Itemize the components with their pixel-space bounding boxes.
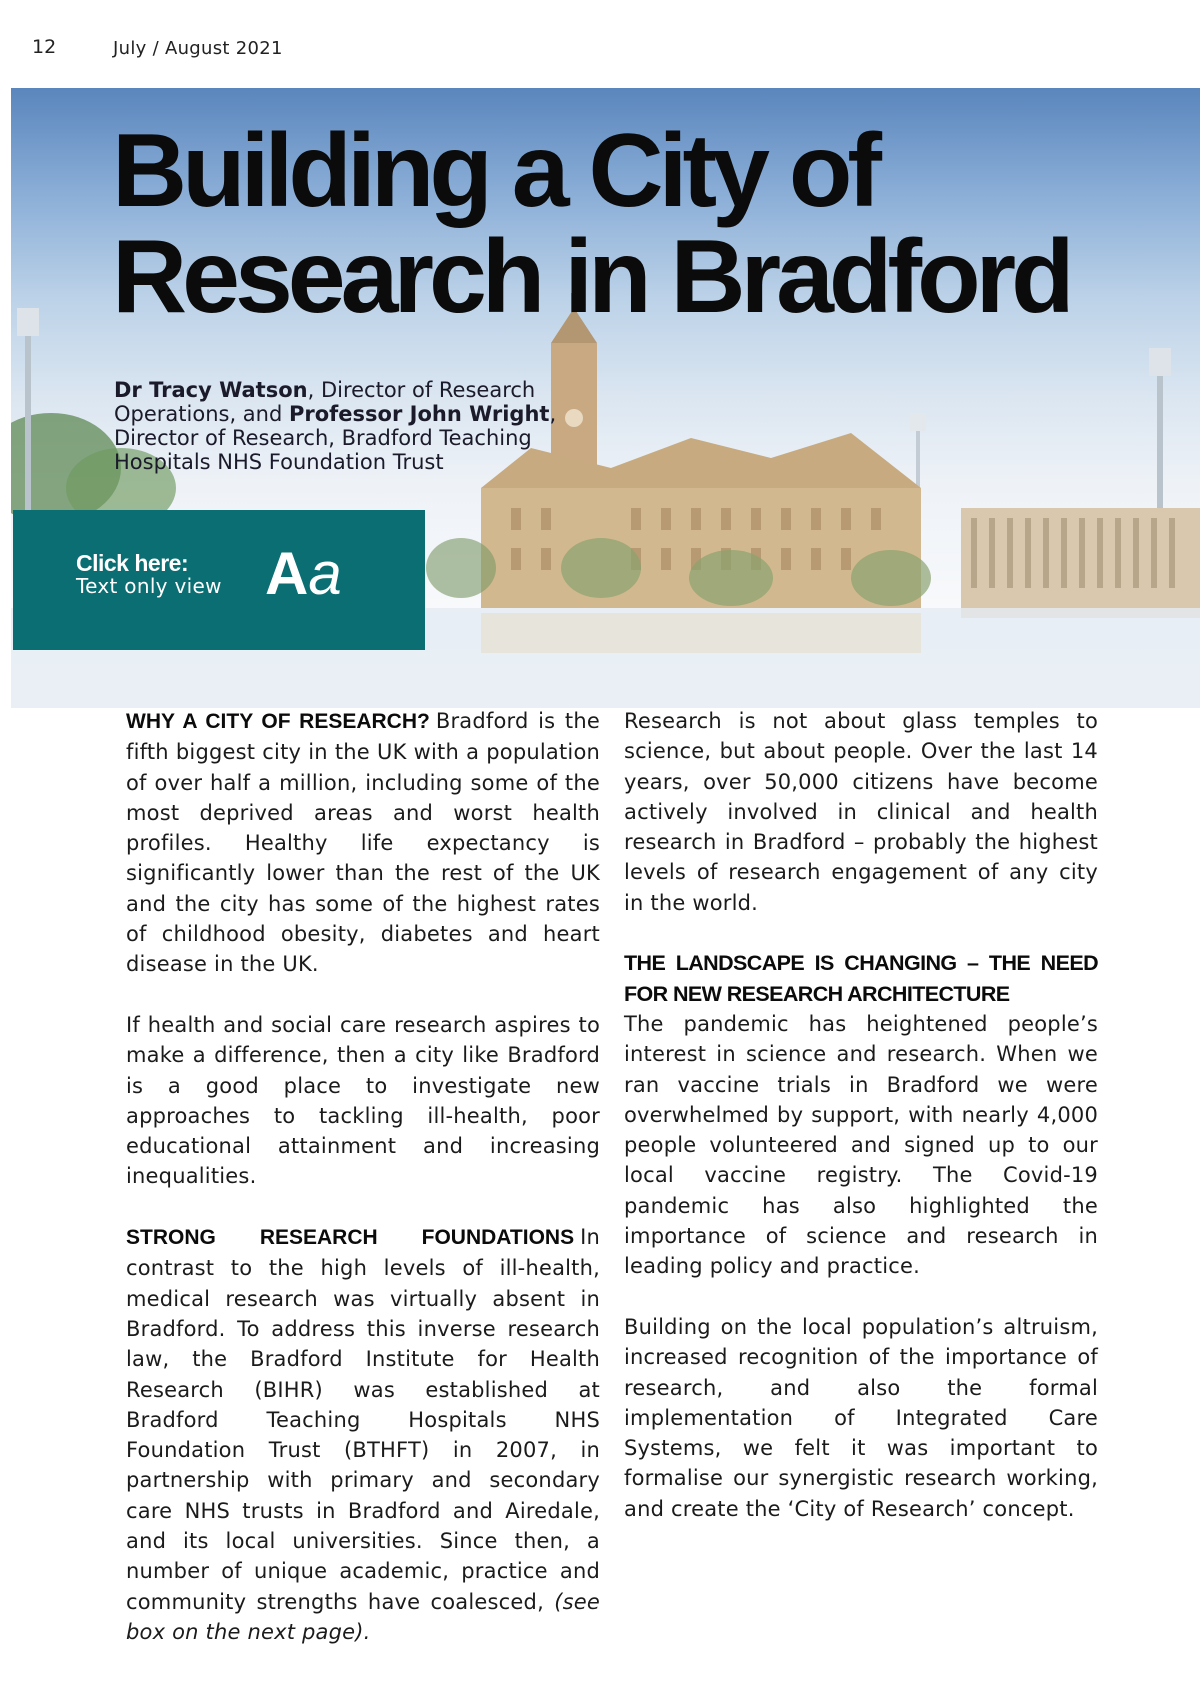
issue-date: July / August 2021 xyxy=(113,38,283,59)
section-heading: STRONG RESEARCH FOUNDATIONS xyxy=(126,1226,575,1250)
paragraph: If health and social care research aspires to make a difference, then a city like Bradford is a good place to investigate new approaches to tackling ill-health, poor educational attainment and increasing inequalities. xyxy=(126,1012,600,1189)
paragraph: STRONG RESEARCH FOUNDATIONS In contrast to the high levels of ill-health, medical research was virtually absent in Bradford. To address this inverse research law, the Bradford Institute for Health Research (BIHR) was established at Bradford Teaching Hospitals NHS Foundation Trust (BTHFT) in 2007, in partnership with primary and secondary care NHS trusts in Bradford and Airedale, and its local universities. Since then, a number of unique academic, practice and community strengths have coalesced, (see box on the next page). xyxy=(126,1225,600,1644)
see-box-note: (see box on the next page). xyxy=(126,1589,600,1644)
page-number: 12 xyxy=(32,36,57,58)
title-line-1: Building a City of xyxy=(112,113,878,229)
page-header xyxy=(0,0,1200,88)
author-2: Professor John Wright xyxy=(288,402,550,426)
article-column-right xyxy=(624,706,1098,1554)
paragraph: WHY A CITY OF RESEARCH? Bradford is the fifth biggest city in the UK with a population of over half a million, including some of the most deprived areas and worst health profiles. Healthy life expectancy is significantly lower than the rest of the UK and the city has some of the highest rates of childhood obesity, diabetes and heart disease in the UK. xyxy=(126,709,600,977)
text-only-view-label: Text only view xyxy=(76,574,222,598)
section-heading: WHY A CITY OF RESEARCH? xyxy=(126,710,430,733)
text-only-view-button[interactable] xyxy=(13,510,425,650)
article-title xyxy=(112,113,1172,335)
author-1-role: , Director of Research Operations, and xyxy=(114,378,536,426)
title-line-2: Research in Bradford xyxy=(112,219,1070,335)
article-column-left xyxy=(126,706,600,1678)
byline xyxy=(114,378,564,474)
author-2-role: , Director of Research, Bradford Teaching Hospitals NHS Foundation Trust xyxy=(114,402,557,474)
section-heading: THE LANDSCAPE IS CHANGING – THE NEED FOR NEW RESEARCH ARCHITECTURE xyxy=(624,951,1098,1006)
author-1: Dr Tracy Watson xyxy=(114,378,308,402)
paragraph: Research is not about glass temples to science, but about people. Over the last 14 years, over 50,000 citizens have become actively involved in clinical and health research in Bradford – probably the highest levels of research engagement of any city in the world. xyxy=(624,709,1098,915)
paragraph: THE LANDSCAPE IS CHANGING – THE NEED FOR NEW RESEARCH ARCHITECTURE The pandemic has heightened people’s interest in science and research. When we ran vaccine trials in Bradford we were overwhelmed by support, with nearly 4,000 people volunteered and signed up to our local vaccine registry. The Covid-19 pandemic has also highlighted the importance of science and research in leading policy and practice. xyxy=(624,948,1098,1281)
paragraph: Building on the local population’s altruism, increased recognition of the importance of research, and also the formal implementation of Integrated Care Systems, we felt it was important to formalise our synergistic research working, and create the ‘City of Research’ concept. xyxy=(624,1314,1098,1521)
text-size-icon: Aa xyxy=(265,540,342,607)
click-here-label: Click here: xyxy=(76,550,189,576)
